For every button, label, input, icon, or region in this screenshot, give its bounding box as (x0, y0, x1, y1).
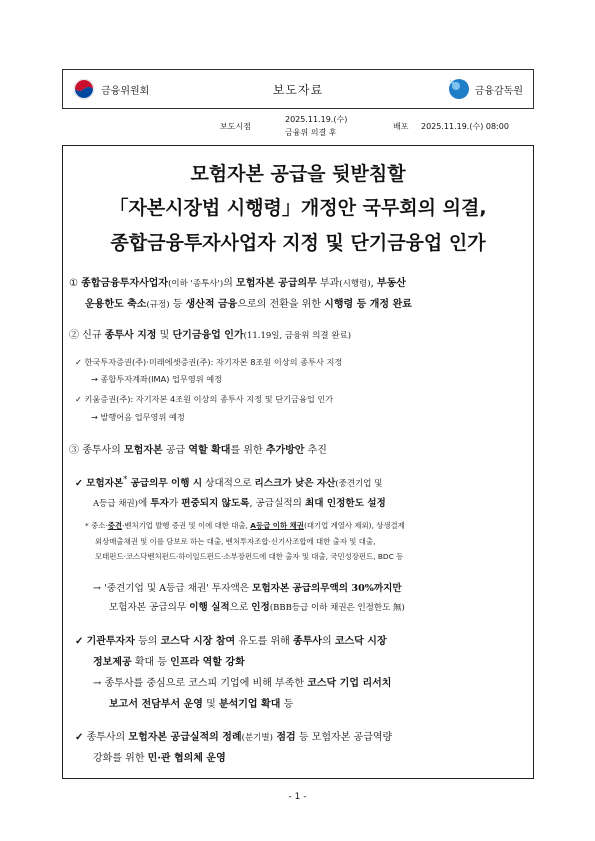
sub-1-line-1: ✓ 한국투자증권(주)·미래에셋증권(주): 자기자본 8조원 이상의 종투사 지정 (75, 357, 343, 367)
headline-line-3: 종합금융투자사업자 지정 및 단기금융업 인가 (110, 232, 486, 254)
item-3-line: ③ 종투사의 모험자본 공급 역할 확대를 위한 추가방안 추진 (69, 445, 327, 456)
headline-line-2: 「자본시장법 시행령」개정안 국무회의 의결, (109, 197, 487, 219)
page-number: - 1 - (288, 792, 307, 802)
check-1-line-1: ✓ 모험자본* 공급의무 이행 시 상대적으로 리스크가 낮은 자산(중견기업 및 (75, 475, 383, 490)
check-2-line-3: → 종투사를 중심으로 코스피 기업에 비해 부족한 코스닥 기업 리서치 (93, 678, 392, 689)
check-2-line-2: 정보제공 확대 등 인프라 역할 강화 (93, 657, 245, 668)
arrow-1-line-1: → '중견기업 및 A등급 채권' 투자액은 모험자본 공급의무액의 30%까지만 (93, 583, 402, 594)
content-box (62, 145, 534, 779)
check-2-line-1: ✓ 기관투자자 등의 코스닥 시장 참여 유도를 위해 종투사의 코스닥 시장 (75, 636, 387, 647)
check-3-line-1: ✓ 종투사의 모험자본 공급실적의 정례(분기별) 점검 등 모험자본 공급역량 (75, 732, 393, 743)
check-3-line-2: 강화를 위한 민·관 협의체 운영 (93, 753, 226, 764)
sub-2-line-1: ✓ 키움증권(주): 자기자본 4조원 이상의 종투사 지정 및 단기금융업 인가 (75, 394, 334, 404)
item-1-line-2: 운용한도 축소(규정) 등 생산적 금융으로의 전환을 위한 시행령 등 개정 완료 (85, 299, 412, 310)
fsc-name: 금융위원회 (101, 85, 150, 97)
check-icon: ✓ (75, 636, 84, 647)
arrow-right-icon: → (93, 678, 102, 689)
check-icon: ✓ (75, 394, 82, 404)
distribution-date: 2025.11.19.(수) 08:00 (421, 122, 509, 131)
footnote-line-1: * 중소·중견·벤처기업 발행 증권 및 이에 대한 대출, A등급 이하 채권(대기업 계열사 제외), 상생결제 (85, 521, 405, 530)
sub-1-line-2: → 종합투자계좌(IMA) 업무영위 예정 (91, 374, 223, 384)
arrow-right-icon: → (91, 412, 98, 422)
fss-logo-icon (448, 78, 470, 100)
check-1-line-2: A등급 채권)에 투자가 편중되지 않도록, 공급실적의 최대 인정한도 설정 (93, 498, 386, 509)
check-2-line-4: 보고서 전담부서 운영 및 분석기업 확대 등 (109, 699, 294, 710)
distribution-label: 배포 (393, 122, 409, 131)
fss-brand (448, 78, 523, 100)
doc-type-title: 보도자료 (272, 83, 324, 97)
release-date: 2025.11.19.(수) (285, 115, 348, 124)
sub-2-line-2: → 발행어음 업무영위 예정 (91, 412, 185, 422)
footnote-line-2: 외상매출채권 및 이를 담보로 하는 대출, 벤처투자조합·신기사조합에 대한 출자 및 대출, (95, 537, 376, 546)
arrow-1-line-2: 모험자본 공급의무 이행 실적으로 인정(BBB등급 이하 채권은 인정한도 無) (109, 602, 405, 613)
release-label: 보도시점 (220, 122, 251, 131)
check-icon: ✓ (75, 357, 82, 367)
item-1-line-1: ① 종합금융투자사업자(이하 '종투사')의 모험자본 공급의무 부과(시행령), 부동산 (69, 278, 406, 289)
fss-name: 금융감독원 (474, 85, 523, 97)
arrow-right-icon: → (91, 374, 98, 384)
check-icon: ✓ (75, 732, 84, 743)
headline-line-1: 모험자본 공급을 뒷받침할 (190, 163, 406, 185)
check-icon: ✓ (75, 478, 84, 490)
release-condition: 금융위 의결 후 (285, 128, 337, 137)
arrow-right-icon: → (93, 583, 102, 594)
footnote-line-3: 모태펀드·코스닥벤처펀드·하이일드펀드·소부장펀드에 대한 출자 및 대출, 국민성장펀드, BDC 등 (95, 552, 404, 561)
item-2-line: ② 신규 종투사 지정 및 단기금융업 인가(11.19일, 금융위 의결 완료) (69, 330, 352, 341)
press-header (62, 69, 534, 109)
